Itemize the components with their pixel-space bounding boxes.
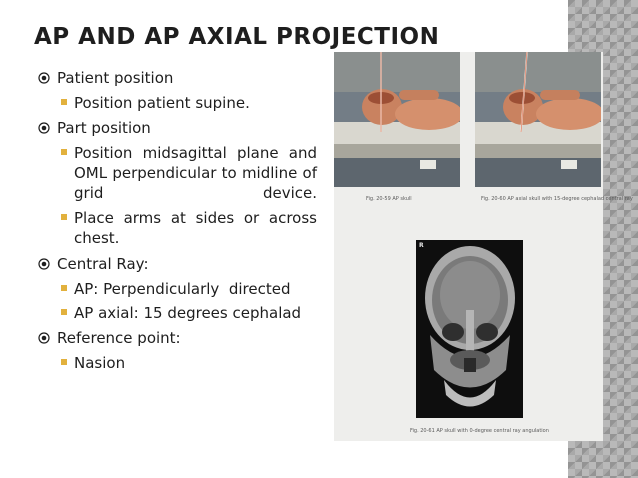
square-bullet-icon bbox=[61, 149, 67, 155]
bullet-nasion: Nasion bbox=[74, 354, 126, 372]
figure-panel bbox=[334, 52, 633, 441]
target-circle-icon bbox=[38, 72, 50, 84]
photo-ap-axial-positioning bbox=[475, 52, 601, 187]
square-bullet-icon bbox=[61, 214, 67, 220]
target-circle-icon bbox=[38, 258, 50, 270]
bullet-arms: Place arms at sides or across chest. bbox=[74, 209, 317, 247]
target-circle-icon bbox=[38, 332, 50, 344]
square-bullet-icon bbox=[61, 285, 67, 291]
square-bullet-icon bbox=[61, 359, 67, 365]
target-circle-icon bbox=[38, 122, 50, 134]
caption-fig-20-59: Fig. 20-59 AP skull bbox=[366, 196, 412, 202]
slide-title: AP AND AP AXIAL PROJECTION bbox=[34, 24, 440, 50]
bullet-midsagittal: Position midsagittal plane and OML perpendicular to midline of grid device. bbox=[74, 144, 317, 202]
photo-ap-skull-positioning bbox=[334, 52, 460, 187]
bullet-ap-perpendicular: AP: Perpendicularly directed bbox=[74, 280, 291, 298]
xray-side-marker: R bbox=[419, 242, 424, 249]
square-bullet-icon bbox=[61, 99, 67, 105]
bullet-ap-axial: AP axial: 15 degrees cephalad bbox=[74, 304, 302, 322]
bullet-patient-position: Patient position bbox=[57, 69, 174, 87]
caption-fig-20-61: Fig. 20-61 AP skull with 0-degree central ray angulation bbox=[410, 428, 549, 434]
skull-radiograph bbox=[416, 240, 523, 418]
bullet-central-ray: Central Ray: bbox=[57, 255, 149, 273]
square-bullet-icon bbox=[61, 309, 67, 315]
bullet-part-position: Part position bbox=[57, 119, 151, 137]
caption-fig-20-60: Fig. 20-60 AP axial skull with 15-degree cephalad central ray bbox=[481, 196, 633, 202]
bullet-position-supine: Position patient supine. bbox=[74, 94, 250, 112]
bullet-reference-point: Reference point: bbox=[57, 329, 181, 347]
